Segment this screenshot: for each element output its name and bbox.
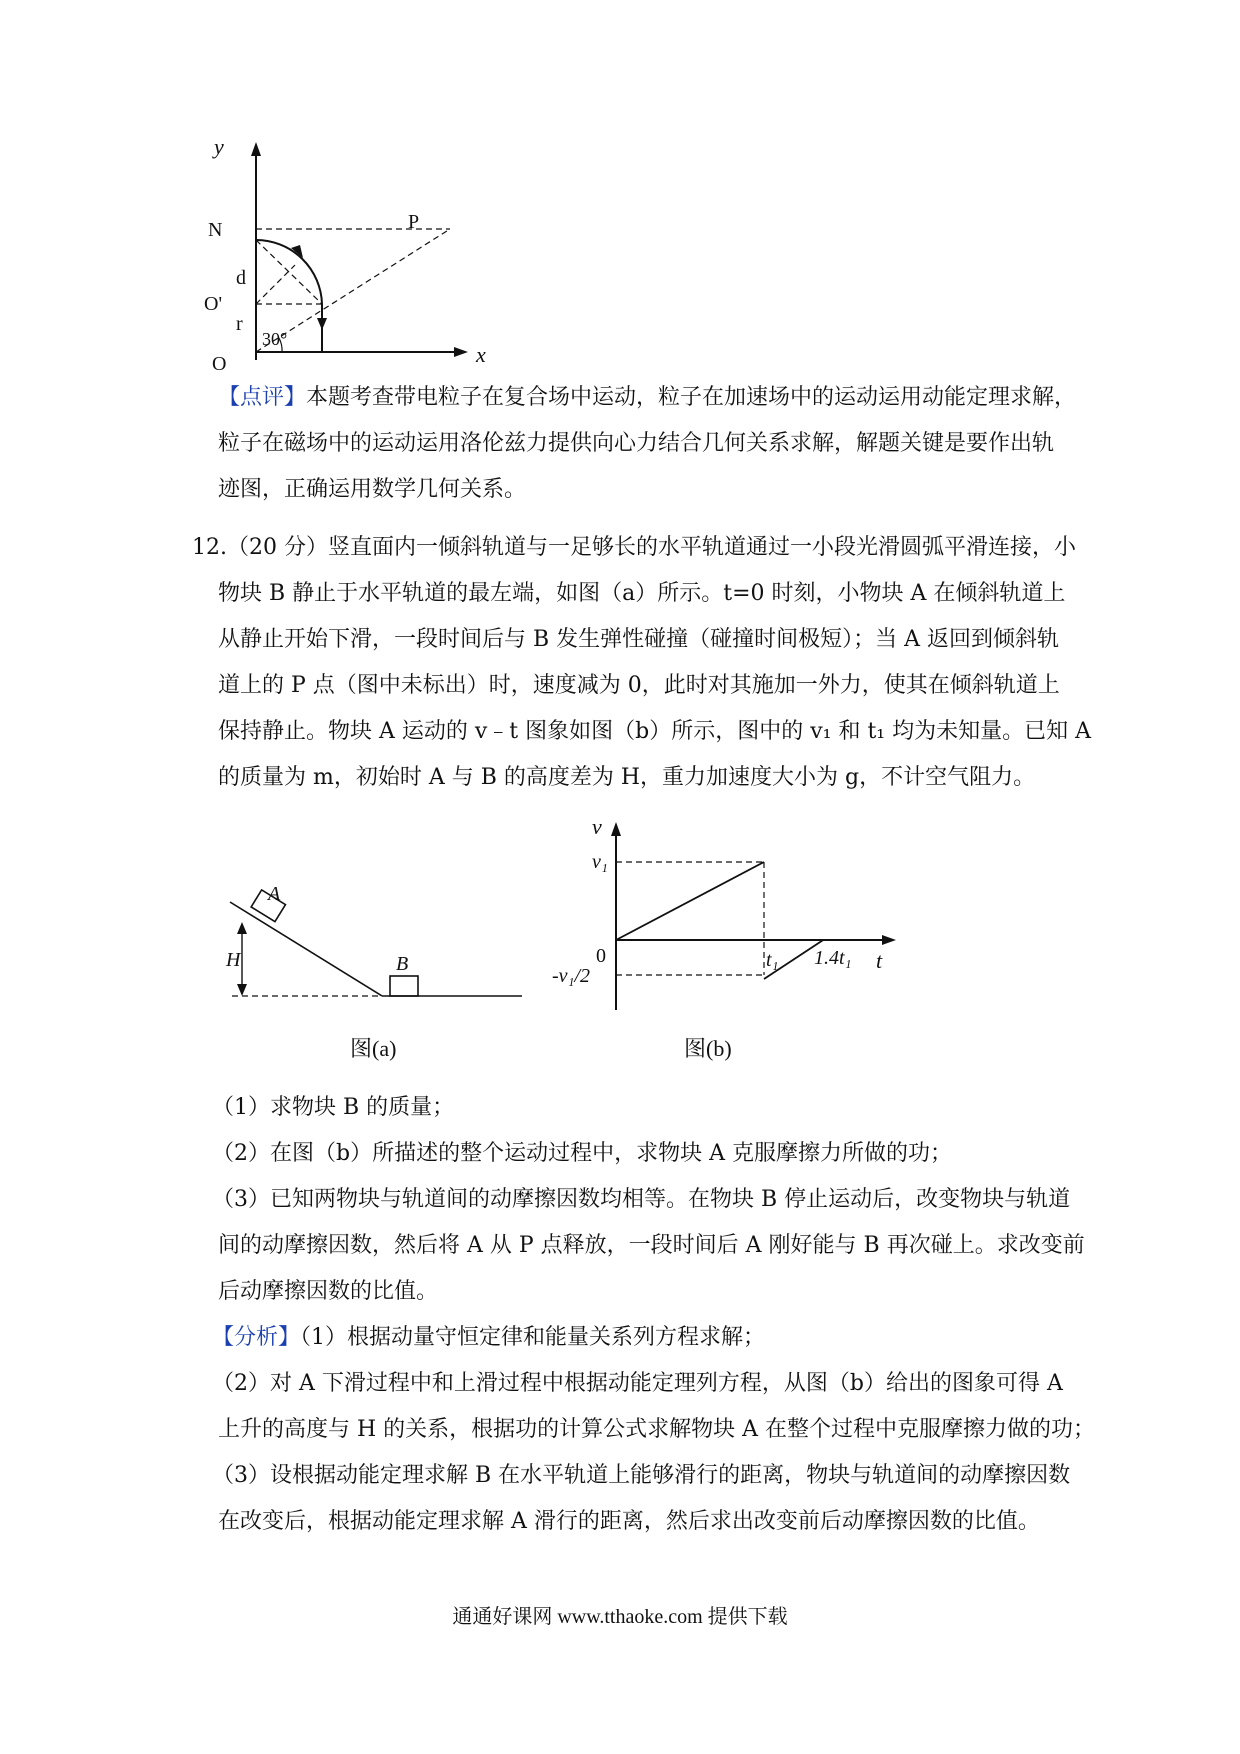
comment-paragraph [218, 375, 1077, 513]
analysis-tag: 【分析】 [212, 1325, 301, 1350]
comment-line-2: 粒子在磁场中的运动运用洛伦兹力提供向心力结合几何关系求解，解题关键是要作出轨 [218, 431, 1055, 456]
figure-b [552, 814, 900, 1020]
sub-question-3-line-3: 后动摩擦因数的比值。 [218, 1279, 439, 1304]
comment-line-1: 本题考查带电粒子在复合场中运动，粒子在加速场中的运动运用动能定理求解， [306, 385, 1077, 410]
label-h: H [226, 949, 241, 971]
sub-question-3-line-1: （3）已知两物块与轨道间的动摩擦因数均相等。在物块 B 停止运动后，改变物块与轨道 [212, 1187, 1071, 1212]
vt-label-zero: 0 [596, 945, 606, 967]
vt-label-v1: v₁ [592, 851, 608, 873]
sub-questions [212, 1085, 1085, 1315]
y-axis-arrow [251, 142, 261, 156]
x-axis-arrow [454, 347, 468, 357]
question-number: 12. [192, 535, 227, 560]
analysis-line-5: 在改变后，根据动能定理求解 A 滑行的距离，然后求出改变前后动摩擦因数的比值。 [218, 1509, 1040, 1534]
question-line-2: 物块 B 静止于水平轨道的最左端，如图（a）所示。t=0 时刻，小物块 A 在倾斜轨道上 [218, 581, 1066, 606]
label-y: y [214, 134, 224, 159]
question-line-6: 的质量为 m，初始时 A 与 B 的高度差为 H，重力加速度大小为 g，不计空气阻力。 [218, 765, 1036, 790]
label-angle: 30° [262, 329, 288, 349]
caption-b: 图(b) [684, 1036, 732, 1061]
sub-question-1: （1）求物块 B 的质量； [212, 1095, 455, 1120]
label-origin: O [212, 353, 227, 375]
figure-a [220, 880, 540, 1010]
analysis-line-3: 上升的高度与 H 的关系，根据功的计算公式求解物块 A 在整个过程中克服摩擦力做的功； [218, 1417, 1096, 1442]
vt-label-v: v [592, 814, 602, 839]
comment-line-3: 迹图，正确运用数学几何关系。 [218, 477, 527, 502]
label-x: x [476, 342, 486, 367]
page-footer: 通通好课网 www.tthaoke.com 提供下载 [452, 1606, 788, 1628]
vt-label-t1: t₁ [766, 949, 779, 971]
vt-chart [552, 814, 900, 1020]
comment-tag: 【点评】 [218, 385, 307, 410]
analysis-line-1: （1）根据动量守恒定律和能量关系列方程求解； [300, 1325, 766, 1350]
label-d: d [236, 267, 246, 289]
sub-question-3-line-2: 间的动摩擦因数，然后将 A 从 P 点释放，一段时间后 A 刚好能与 B 再次碰上。求改变前 [218, 1233, 1085, 1258]
label-b: B [396, 953, 409, 975]
question-line-4: 道上的 P 点（图中未标出）时，速度减为 0，此时对其施加一外力，使其在倾斜轨道上 [218, 673, 1060, 698]
block-b [390, 976, 418, 996]
vt-label-neg: -v₁/2 [552, 965, 591, 987]
label-p: P [408, 211, 420, 233]
question-line-3: 从静止开始下滑，一段时间后与 B 发生弹性碰撞（碰撞时间极短）；当 A 返回到倾斜轨 [218, 627, 1060, 652]
sub-question-2: （2）在图（b）所描述的整个运动过程中，求物块 A 克服摩擦力所做的功； [212, 1141, 952, 1166]
label-o-prime: O' [204, 293, 223, 315]
arc-arrow-2 [317, 318, 327, 330]
vt-segment-1 [616, 862, 764, 940]
incline [230, 902, 382, 996]
vt-label-14t1: 1.4t₁ [814, 947, 852, 969]
label-r: r [236, 313, 243, 335]
vt-label-t: t [876, 948, 883, 973]
analysis-paragraph [212, 1315, 1096, 1545]
question-line-1: （20 分）竖直面内一倾斜轨道与一足够长的水平轨道通过一小段光滑圆弧平滑连接，小 [227, 535, 1076, 560]
analysis-line-4: （3）设根据动能定理求解 B 在水平轨道上能够滑行的距离，物块与轨道间的动摩擦因数 [212, 1463, 1071, 1488]
caption-a: 图(a) [350, 1036, 397, 1061]
analysis-line-2: （2）对 A 下滑过程中和上滑过程中根据动能定理列方程，从图（b）给出的图象可得 A [212, 1371, 1063, 1396]
trajectory-figure [200, 134, 500, 375]
question-line-5: 保持静止。物块 A 运动的 v﹣t 图象如图（b）所示，图中的 v₁ 和 t₁ 均为未知量。已知 A [218, 719, 1091, 744]
question-paragraph [192, 525, 1091, 801]
label-a: A [268, 883, 281, 905]
label-n: N [208, 219, 223, 241]
